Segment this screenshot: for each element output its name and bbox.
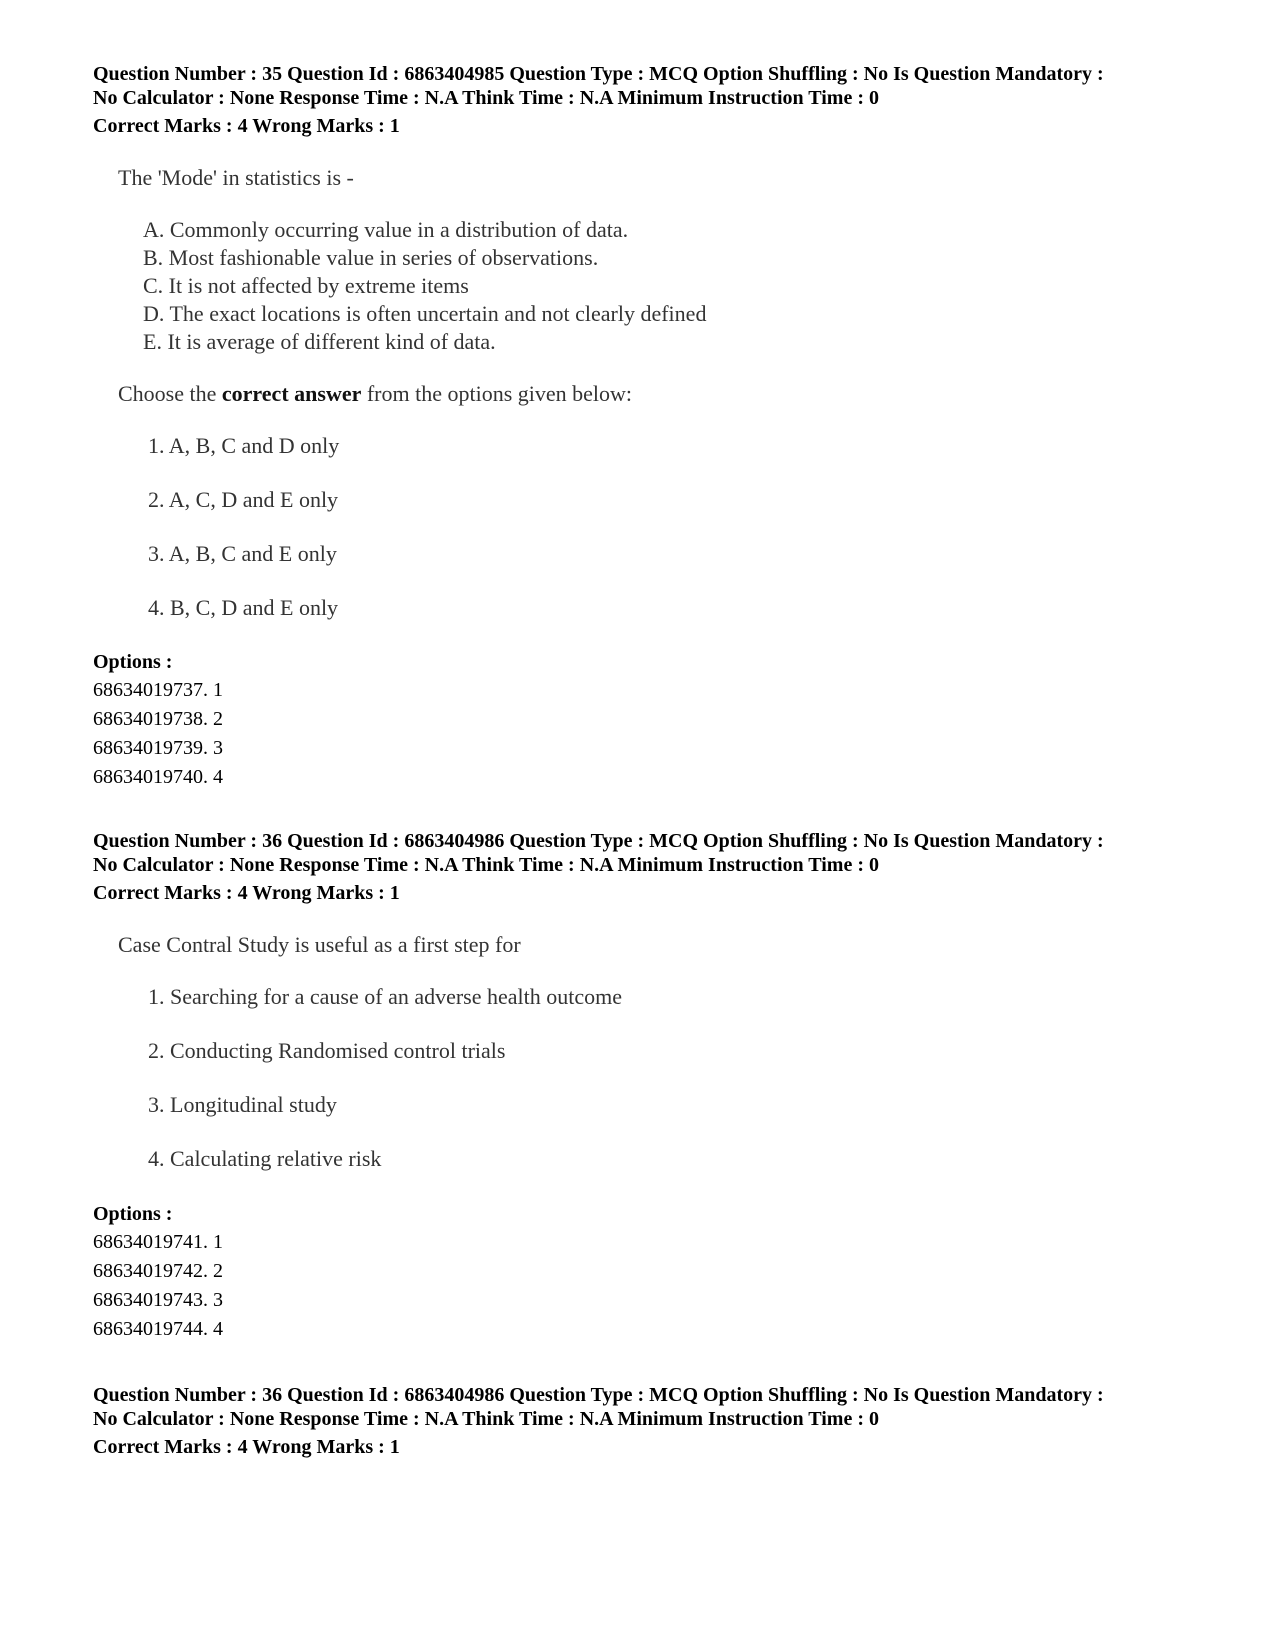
answer-item: 2. A, C, D and E only <box>148 487 339 512</box>
answer-item: 1. Searching for a cause of an adverse health outcome <box>148 984 623 1009</box>
question-block-35 <box>93 62 1193 622</box>
options-block-36 <box>93 1200 1193 1344</box>
answer-item: 1. A, B, C and D only <box>148 433 340 458</box>
question-image <box>118 164 1193 622</box>
options-list <box>93 676 1193 792</box>
question-meta-line-1: Question Number : 35 Question Id : 6863404985 Question Type : MCQ Option Shuffling : No Is Question Mandatory : <box>93 63 1104 85</box>
question-meta-line-1: Question Number : 36 Question Id : 6863404986 Question Type : MCQ Option Shuffling : No Is Question Mandatory : <box>93 1384 1104 1406</box>
question-block-36-repeat <box>93 1383 1193 1459</box>
option-item: 68634019737. 1 <box>93 679 223 701</box>
option-item: 68634019738. 2 <box>93 708 223 730</box>
option-item: 68634019740. 4 <box>93 766 223 788</box>
question-meta-line-2: No Calculator : None Response Time : N.A Think Time : N.A Minimum Instruction Time : 0 <box>93 854 879 876</box>
option-item: 68634019744. 4 <box>93 1318 223 1340</box>
statement-item: B. Most fashionable value in series of observations. <box>143 245 599 270</box>
statement-item: E. It is average of different kind of data. <box>143 329 496 354</box>
choose-bold: correct answer <box>221 381 362 406</box>
statement-list <box>143 216 1193 356</box>
option-item: 68634019743. 3 <box>93 1289 223 1311</box>
answer-list <box>148 432 1193 622</box>
statement-item: A. Commonly occurring value in a distribution of data. <box>143 217 629 242</box>
options-list <box>93 1228 1193 1344</box>
question-block-36 <box>93 829 1193 1173</box>
question-marks-line: Correct Marks : 4 Wrong Marks : 1 <box>93 115 400 137</box>
answer-item: 3. Longitudinal study <box>148 1092 337 1117</box>
question-stem: Case Contral Study is useful as a first step for <box>118 932 521 957</box>
options-label: Options : <box>93 1203 173 1225</box>
answer-item: 4. Calculating relative risk <box>148 1146 382 1171</box>
option-item: 68634019739. 3 <box>93 737 223 759</box>
question-meta-line-1: Question Number : 36 Question Id : 6863404986 Question Type : MCQ Option Shuffling : No Is Question Mandatory : <box>93 830 1104 852</box>
question-marks-line: Correct Marks : 4 Wrong Marks : 1 <box>93 1436 400 1458</box>
answer-item: 4. B, C, D and E only <box>148 595 339 620</box>
question-stem: The 'Mode' in statistics is - <box>118 165 354 190</box>
answer-item: 3. A, B, C and E only <box>148 541 337 566</box>
statement-item: C. It is not affected by extreme items <box>143 273 469 298</box>
choose-prefix: Choose the <box>118 381 217 406</box>
choose-instruction <box>118 380 1193 408</box>
choose-suffix: from the options given below: <box>366 381 633 406</box>
answer-list <box>148 983 1193 1173</box>
option-item: 68634019741. 1 <box>93 1231 223 1253</box>
options-label: Options : <box>93 651 173 673</box>
question-meta-line-2: No Calculator : None Response Time : N.A Think Time : N.A Minimum Instruction Time : 0 <box>93 1408 879 1430</box>
question-marks-line: Correct Marks : 4 Wrong Marks : 1 <box>93 882 400 904</box>
question-meta-line-2: No Calculator : None Response Time : N.A Think Time : N.A Minimum Instruction Time : 0 <box>93 87 879 109</box>
answer-item: 2. Conducting Randomised control trials <box>148 1038 506 1063</box>
statement-item: D. The exact locations is often uncertain and not clearly defined <box>143 301 707 326</box>
option-item: 68634019742. 2 <box>93 1260 223 1282</box>
options-block-35 <box>93 648 1193 792</box>
question-image <box>118 931 1193 1173</box>
